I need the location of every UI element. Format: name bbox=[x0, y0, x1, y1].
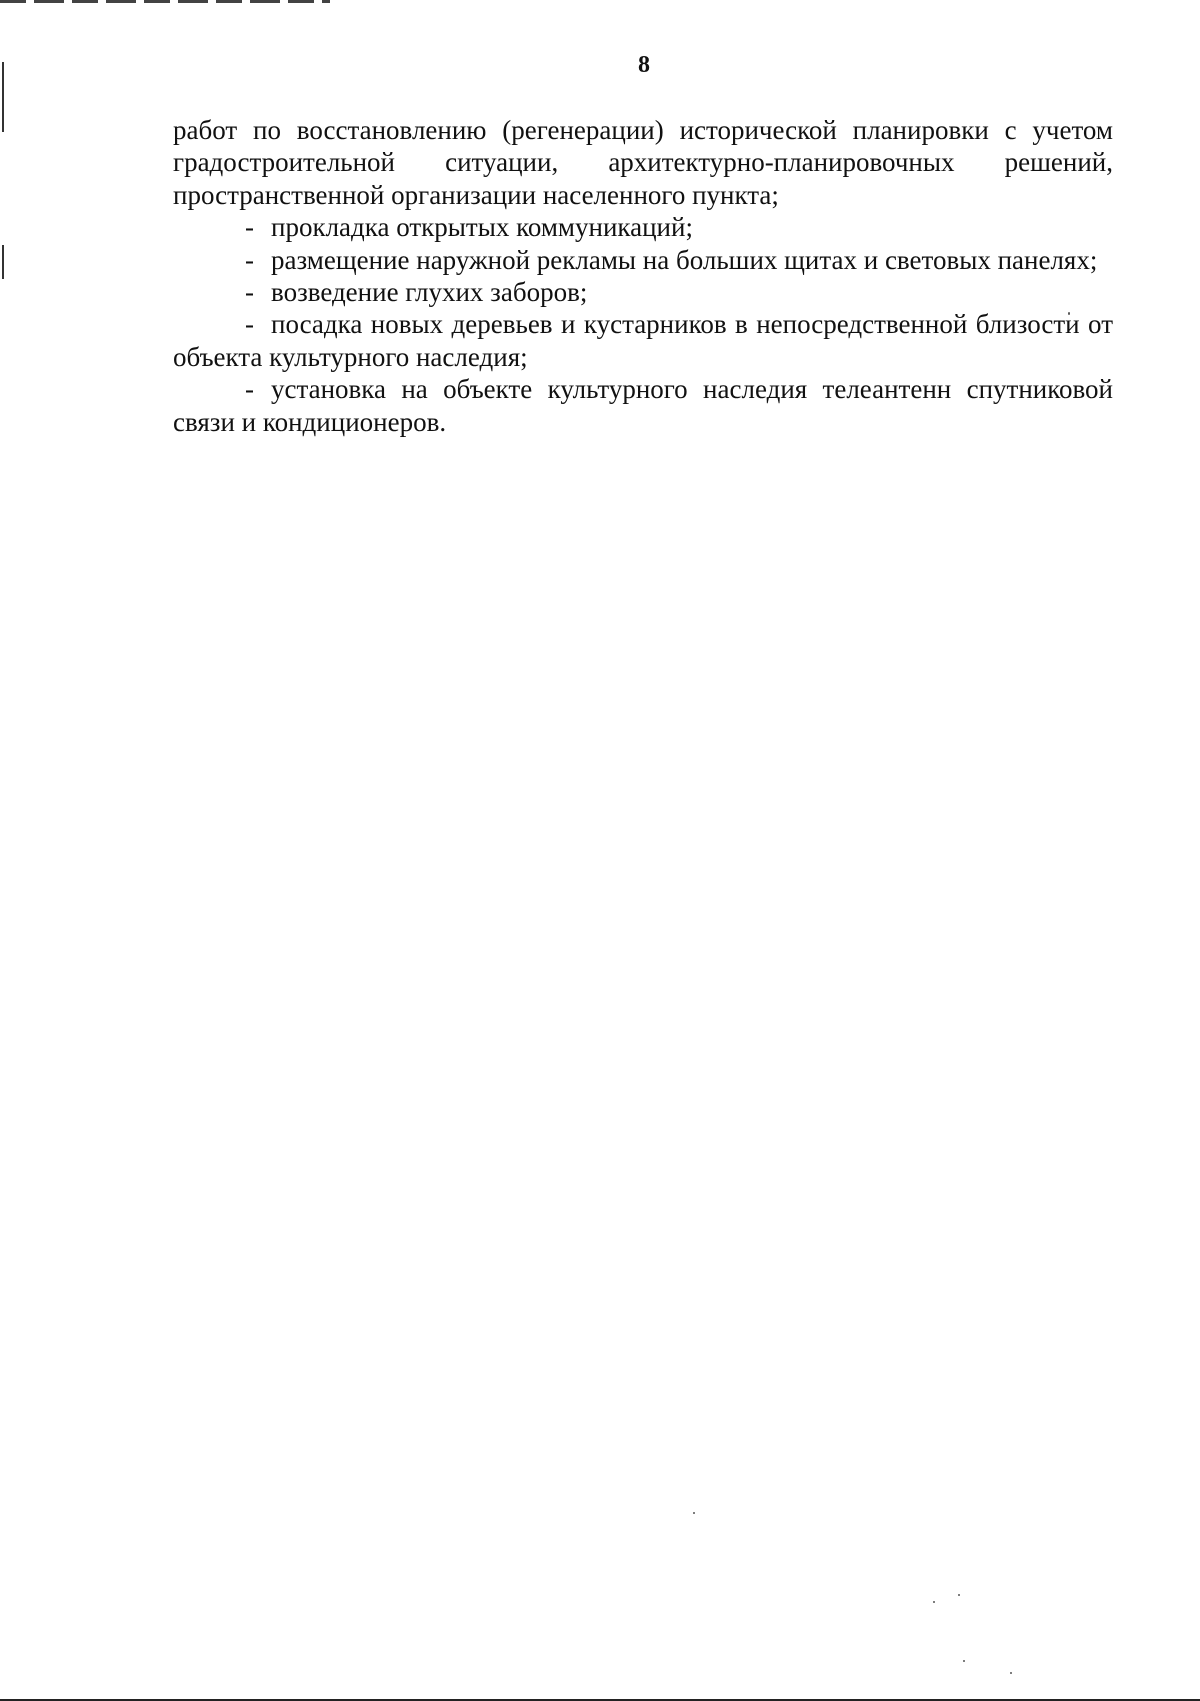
list-dash: - bbox=[245, 374, 254, 405]
list-item-text: установка на объекте культурного наследия телеантенн спутниковой связи и кондиционеров. bbox=[173, 374, 1113, 437]
list-item-text: размещение наружной рекламы на больших щитах и световых панелях; bbox=[271, 244, 1098, 275]
list-item bbox=[173, 276, 1113, 308]
list-dash: - bbox=[245, 212, 254, 243]
list-item-text: возведение глухих заборов; bbox=[271, 277, 588, 308]
list-item-text: посадка новых деревьев и кустарников в непосредственной близости от объекта культурного наследия; bbox=[173, 309, 1113, 372]
scan-speck bbox=[958, 1594, 960, 1596]
list-dash: - bbox=[245, 244, 254, 275]
scan-speck bbox=[693, 1512, 695, 1514]
list-dash: - bbox=[245, 277, 254, 308]
scan-artifact-left-edge bbox=[2, 245, 4, 279]
list-dash: - bbox=[245, 309, 254, 340]
scan-speck bbox=[933, 1601, 935, 1603]
page-number: 8 bbox=[638, 52, 650, 78]
scan-artifact-top bbox=[0, 0, 330, 3]
list-item bbox=[173, 373, 1113, 438]
intro-paragraph: работ по восстановлению (регенерации) исторической планировки с учетом градостроительной ситуации, архитектурно-планировочных решений, пространственной организации населенного пункта; bbox=[173, 115, 1113, 210]
scan-speck bbox=[1010, 1672, 1012, 1674]
list-item bbox=[173, 244, 1113, 276]
list-item-text: прокладка открытых коммуникаций; bbox=[271, 212, 693, 243]
scan-speck bbox=[963, 1660, 965, 1662]
document-body bbox=[173, 114, 1113, 438]
list-item bbox=[173, 308, 1113, 373]
list-item bbox=[173, 211, 1113, 243]
